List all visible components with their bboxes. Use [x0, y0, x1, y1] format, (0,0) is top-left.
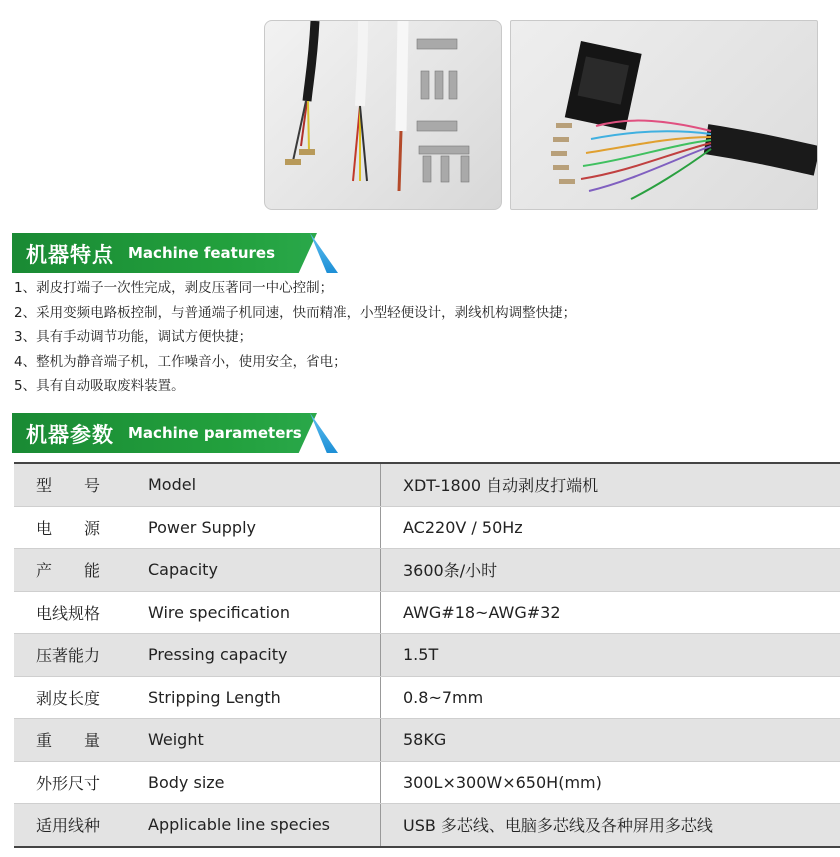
param-label-en-cell: [148, 463, 381, 506]
param-label-cn: 剥皮长度: [36, 688, 101, 708]
param-label-cn: 型 号: [36, 476, 101, 496]
param-label-en: Power Supply: [148, 517, 256, 537]
param-value-cell: [381, 463, 840, 506]
param-label-cn-cell: [14, 761, 148, 804]
param-value: XDT-1800 自动剥皮打端机: [403, 476, 599, 496]
param-label-en-cell: [148, 804, 381, 847]
parameters-title-cn: 机器参数: [26, 423, 114, 447]
param-label-en: Wire specification: [148, 602, 290, 622]
param-label-en-cell: [148, 634, 381, 677]
param-label-cn: 电线规格: [36, 603, 101, 623]
param-label-cn: 适用线种: [36, 816, 101, 836]
param-value-cell: [381, 761, 840, 804]
param-label-cn-cell: [14, 676, 148, 719]
table-row: [14, 804, 840, 847]
param-label-en-cell: [148, 506, 381, 549]
table-row: [14, 676, 840, 719]
param-label-cn: 产 能: [36, 561, 101, 581]
param-value: 3600条/小时: [403, 561, 498, 581]
feature-item: 5、具有自动吸取废料装置。: [14, 378, 185, 394]
feature-item: 1、剥皮打端子一次性完成，剥皮压著同一中心控制；: [14, 280, 334, 296]
param-label-en: Model: [148, 475, 197, 495]
param-label-cn-cell: [14, 591, 148, 634]
param-value: USB 多芯线、电脑多芯线及各种屏用多芯线: [403, 816, 713, 836]
table-row: [14, 634, 840, 677]
param-label-cn-cell: [14, 506, 148, 549]
table-row: [14, 549, 840, 592]
param-label-cn: 重 量: [36, 731, 101, 751]
table-row: [14, 463, 840, 506]
table-row: [14, 719, 840, 762]
param-label-en: Applicable line species: [148, 815, 330, 835]
param-label-cn: 压著能力: [36, 646, 101, 666]
param-value-cell: [381, 506, 840, 549]
param-value-cell: [381, 549, 840, 592]
param-value: 300L×300W×650H(mm): [403, 772, 602, 792]
param-value-cell: [381, 804, 840, 847]
param-label-cn-cell: [14, 549, 148, 592]
feature-item: 2、采用变频电路板控制，与普通端子机同速，快而精准，小型轻便设计，剥线机构调整快捷；: [14, 304, 577, 321]
features-section-header: [12, 233, 337, 273]
table-row: [14, 506, 840, 549]
features-title-cn: 机器特点: [26, 243, 114, 267]
param-label-cn-cell: [14, 463, 148, 506]
parameters-title-en: Machine parameters: [128, 424, 302, 442]
param-label-en-cell: [148, 761, 381, 804]
param-label-cn-cell: [14, 804, 148, 847]
table-row: [14, 761, 840, 804]
param-value-cell: [381, 591, 840, 634]
param-label-cn: 电 源: [36, 518, 101, 538]
param-label-en: Weight: [148, 730, 204, 750]
param-label-en-cell: [148, 591, 381, 634]
features-title-en: Machine features: [128, 244, 276, 262]
param-value: AWG#18~AWG#32: [403, 602, 561, 622]
param-label-en: Stripping Length: [148, 687, 281, 707]
feature-item: 4、整机为静音端子机，工作噪音小，使用安全，省电；: [14, 353, 347, 370]
param-label-cn-cell: [14, 634, 148, 677]
param-value: 1.5T: [403, 645, 439, 665]
param-label-en-cell: [148, 549, 381, 592]
param-label-en: Pressing capacity: [148, 645, 288, 665]
param-value: AC220V / 50Hz: [403, 517, 523, 537]
param-label-en-cell: [148, 719, 381, 762]
param-value-cell: [381, 676, 840, 719]
parameters-table: [14, 462, 840, 848]
param-value: 58KG: [403, 730, 447, 750]
param-label-en: Body size: [148, 772, 225, 792]
param-label-en-cell: [148, 676, 381, 719]
parameters-section-header: [12, 413, 337, 453]
param-label-cn: 外形尺寸: [36, 773, 101, 793]
param-value: 0.8~7mm: [403, 687, 484, 707]
param-value-cell: [381, 634, 840, 677]
param-label-en: Capacity: [148, 560, 218, 580]
param-value-cell: [381, 719, 840, 762]
features-list: [14, 276, 576, 399]
multicore-cable-photo: [510, 20, 818, 210]
wire-terminals-photo: [264, 20, 502, 210]
feature-item: 3、具有手动调节功能，调试方便快捷；: [14, 329, 253, 345]
table-row: [14, 591, 840, 634]
param-label-cn-cell: [14, 719, 148, 762]
